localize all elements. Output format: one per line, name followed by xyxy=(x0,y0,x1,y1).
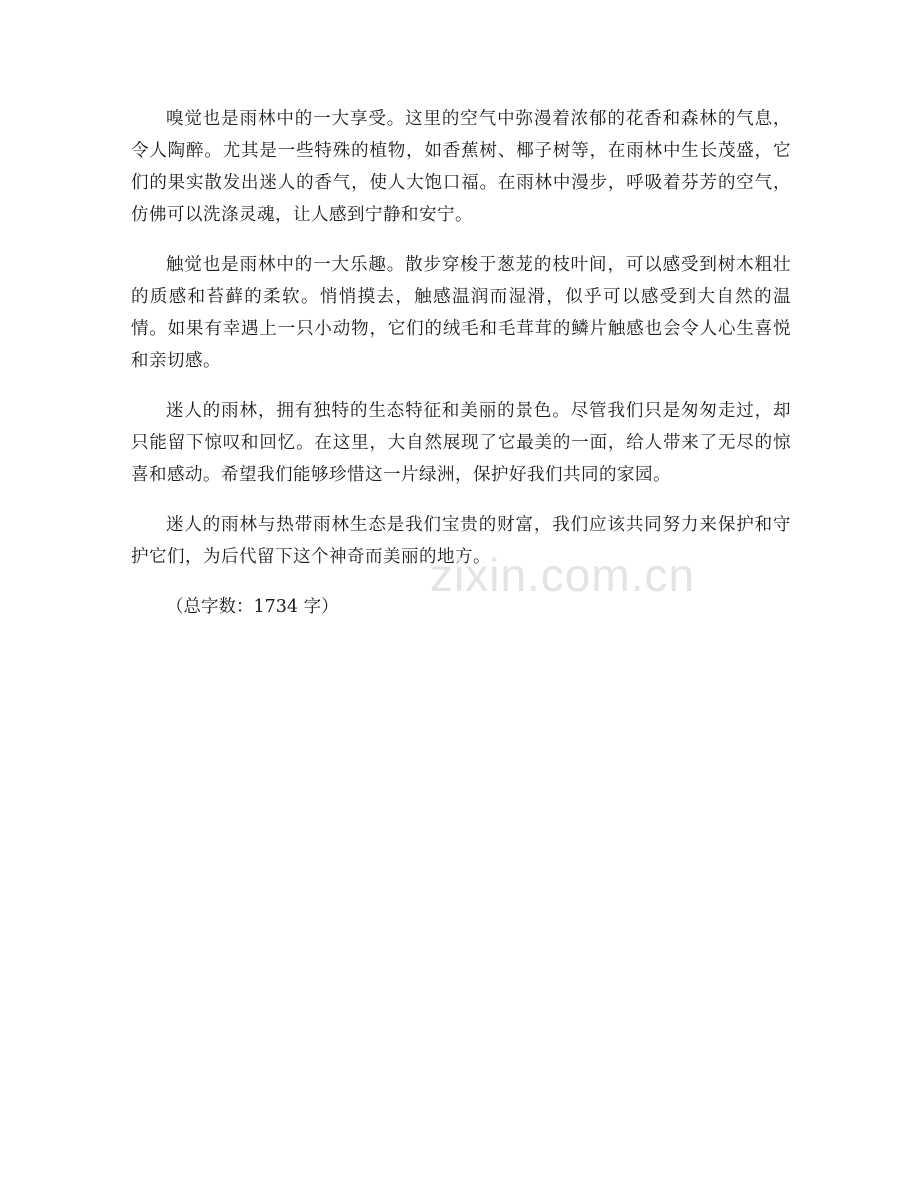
document-body xyxy=(131,103,791,623)
word-count-note: （总字数：1734 字） xyxy=(166,597,339,617)
paragraph-conclusion: 迷人的雨林与热带雨林生态是我们宝贵的财富，我们应该共同努力来保护和守护它们，为后代留下这个神奇而美丽的地方。 xyxy=(131,515,791,567)
watermark: zixin.com.cn xyxy=(430,549,696,601)
paragraph-scenery: 迷人的雨林，拥有独特的生态特征和美丽的景色。尽管我们只是匆匆走过，却只能留下惊叹和回忆。在这里，大自然展现了它最美的一面，给人带来了无尽的惊喜和感动。希望我们能够珍惜这一片绿洲，保护好我们共同的家园。 xyxy=(131,401,791,485)
paragraph-touch: 触觉也是雨林中的一大乐趣。散步穿梭于葱茏的枝叶间，可以感受到树木粗壮的质感和苔藓的柔软。悄悄摸去，触感温润而湿滑，似乎可以感受到大自然的温情。如果有幸遇上一只小动物，它们的绒毛和毛茸茸的鳞片触感也会令人心生喜悦和亲切感。 xyxy=(131,255,791,371)
paragraph-smell: 嗅觉也是雨林中的一大享受。这里的空气中弥漫着浓郁的花香和森林的气息，令人陶醉。尤其是一些特殊的植物，如香蕉树、椰子树等，在雨林中生长茂盛，它们的果实散发出迷人的香气，使人大饱口福。在雨林中漫步，呼吸着芬芳的空气，仿佛可以洗涤灵魂，让人感到宁静和安宁。 xyxy=(131,109,791,225)
